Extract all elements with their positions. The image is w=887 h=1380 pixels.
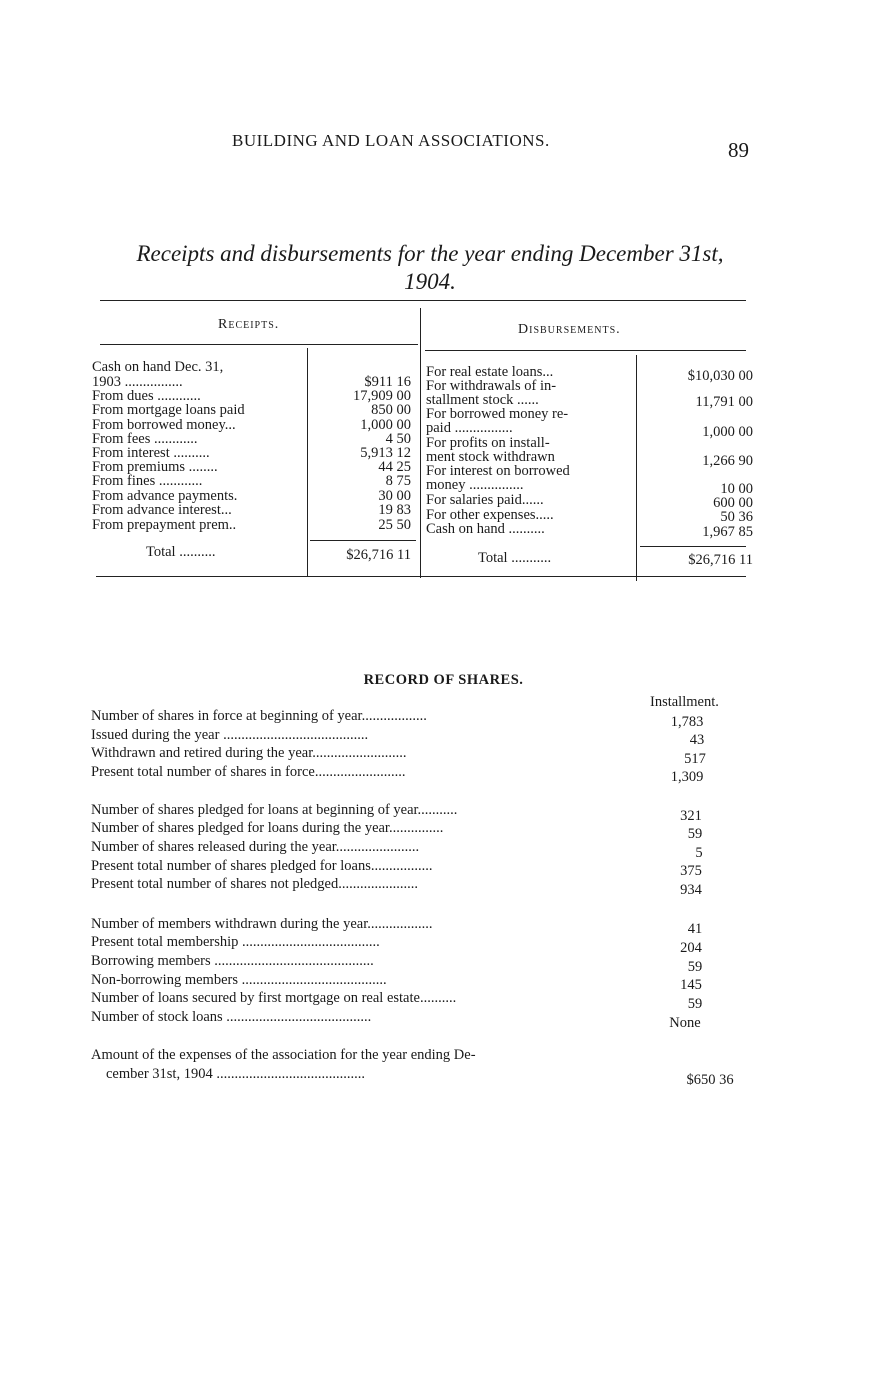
disbursement-label: paid ................: [426, 420, 513, 436]
disbursements-heading-rule: [425, 350, 746, 351]
disbursement-label: ment stock withdrawn: [426, 449, 555, 465]
receipt-label: Cash on hand Dec. 31,: [92, 359, 224, 375]
receipts-total-rule: [310, 540, 416, 541]
record-row-label: Borrowing members ............................................: [91, 953, 374, 969]
record-row-value: 1,309: [670, 769, 704, 785]
record-row-value: 43: [689, 732, 705, 748]
disbursement-label: For borrowed money re-: [426, 406, 569, 422]
record-row-label: Number of stock loans ........................................: [91, 1009, 372, 1025]
record-row-label: Present total membership ......................................: [91, 934, 380, 950]
record-row-value: 321: [680, 808, 702, 824]
receipt-amount: 19 83: [378, 502, 411, 518]
disbursement-amount: 1,000 00: [702, 424, 753, 440]
record-row-label: Present total number of shares in force.........................: [91, 764, 406, 780]
record-row-label: Number of shares released during the year.......................: [91, 839, 420, 855]
disbursements-total-label: Total ...........: [478, 550, 552, 566]
page-number: 89: [728, 138, 749, 162]
receipt-amount: $911 16: [364, 374, 411, 390]
receipt-amount: 1,000 00: [360, 417, 411, 433]
disbursement-label: For withdrawals of in-: [426, 378, 557, 394]
running-head: BUILDING AND LOAN ASSOCIATIONS.: [232, 131, 550, 150]
disbursements-total-amount: $26,716 11: [688, 552, 753, 568]
receipt-amount: 44 25: [378, 459, 411, 475]
disbursement-amount: 10 00: [720, 481, 753, 497]
disbursement-amount: 1,266 90: [702, 453, 753, 469]
disbursements-amount-divider: [636, 355, 637, 581]
installment-column-header: Installment.: [650, 694, 719, 710]
record-row-label: Withdrawn and retired during the year..........................: [91, 745, 407, 761]
receipt-amount: 5,913 12: [360, 445, 411, 461]
record-row-value: 145: [680, 977, 702, 993]
center-divider: [420, 308, 421, 578]
disbursement-amount: 1,967 85: [702, 524, 753, 540]
receipts-heading: Receipts.: [218, 317, 280, 332]
record-row-value: 934: [680, 882, 702, 898]
receipt-amount: 4 50: [385, 431, 411, 447]
disbursements-heading: Disbursements.: [518, 322, 621, 337]
receipt-amount: 8 75: [385, 473, 411, 489]
receipt-label: From advance payments.: [92, 488, 238, 504]
receipt-label: From dues ............: [92, 388, 201, 404]
receipt-label: From prepayment prem..: [92, 517, 237, 533]
record-row-label: Number of shares pledged for loans during the year...............: [91, 820, 444, 836]
record-row-label: Non-borrowing members ........................................: [91, 972, 387, 988]
record-row-value: 59: [687, 826, 703, 842]
receipts-heading-rule: [100, 344, 418, 345]
receipt-label: From advance interest...: [92, 502, 232, 518]
expenses-value: $650 36: [686, 1072, 734, 1088]
disbursement-amount: $10,030 00: [687, 368, 753, 384]
record-row-value: 5: [695, 845, 703, 861]
disbursement-amount: 600 00: [713, 495, 753, 511]
record-row-value: 517: [684, 751, 706, 767]
record-row-label: Issued during the year ........................................: [91, 727, 369, 743]
receipts-amount-divider: [307, 348, 308, 576]
disbursement-label: For interest on borrowed: [426, 463, 570, 479]
table-bottom-rule: [96, 576, 746, 577]
record-row-value: 59: [687, 959, 703, 975]
record-row-value: 204: [680, 940, 702, 956]
record-row-label: Number of loans secured by first mortgage on real estate..........: [91, 990, 457, 1006]
receipt-amount: 17,909 00: [353, 388, 411, 404]
record-row-value: 1,783: [670, 714, 704, 730]
caption-line-2: 1904.: [404, 269, 456, 294]
disbursement-label: For profits on install-: [426, 435, 550, 451]
receipt-label: From borrowed money...: [92, 417, 236, 433]
disbursement-label: For other expenses.....: [426, 507, 554, 523]
table-top-rule: [100, 300, 746, 301]
receipts-total-label: Total ..........: [146, 544, 216, 560]
disbursement-amount: 50 36: [720, 509, 753, 525]
record-row-value: None: [669, 1015, 701, 1031]
record-of-shares-heading: RECORD OF SHARES.: [363, 672, 524, 688]
receipt-label: From premiums ........: [92, 459, 218, 475]
caption-line-1: Receipts and disbursements for the year ending December 31st,: [136, 241, 724, 266]
record-row-label: Present total number of shares not pledged......................: [91, 876, 418, 892]
disbursements-total-rule: [640, 546, 746, 547]
record-row-label: Number of shares pledged for loans at beginning of year...........: [91, 802, 458, 818]
receipt-label: From interest ..........: [92, 445, 210, 461]
record-row-label: Number of members withdrawn during the year..................: [91, 916, 433, 932]
record-row-label: Present total number of shares pledged for loans.................: [91, 858, 433, 874]
receipt-amount: 30 00: [378, 488, 411, 504]
disbursement-label: money ...............: [426, 477, 524, 493]
receipt-label: From fines ............: [92, 473, 203, 489]
table-caption: [100, 240, 760, 296]
receipt-label: 1903 ................: [92, 374, 183, 390]
disbursement-label: stallment stock ......: [426, 392, 539, 408]
disbursement-amount: 11,791 00: [695, 394, 753, 410]
expenses-label-line-1: Amount of the expenses of the association for the year ending De-: [91, 1047, 476, 1063]
receipt-label: From fees ............: [92, 431, 198, 447]
record-row-label: Number of shares in force at beginning of year..................: [91, 708, 427, 724]
receipt-label: From mortgage loans paid: [92, 402, 245, 418]
disbursement-label: For real estate loans...: [426, 364, 554, 380]
disbursement-label: Cash on hand ..........: [426, 521, 545, 537]
receipts-total-amount: $26,716 11: [346, 547, 411, 563]
receipt-amount: 25 50: [378, 517, 411, 533]
disbursement-label: For salaries paid......: [426, 492, 544, 508]
expenses-label-line-2: cember 31st, 1904 .........................................: [106, 1066, 365, 1082]
record-row-value: 375: [680, 863, 702, 879]
record-row-value: 41: [687, 921, 703, 937]
record-row-value: 59: [687, 996, 703, 1012]
receipt-amount: 850 00: [371, 402, 411, 418]
